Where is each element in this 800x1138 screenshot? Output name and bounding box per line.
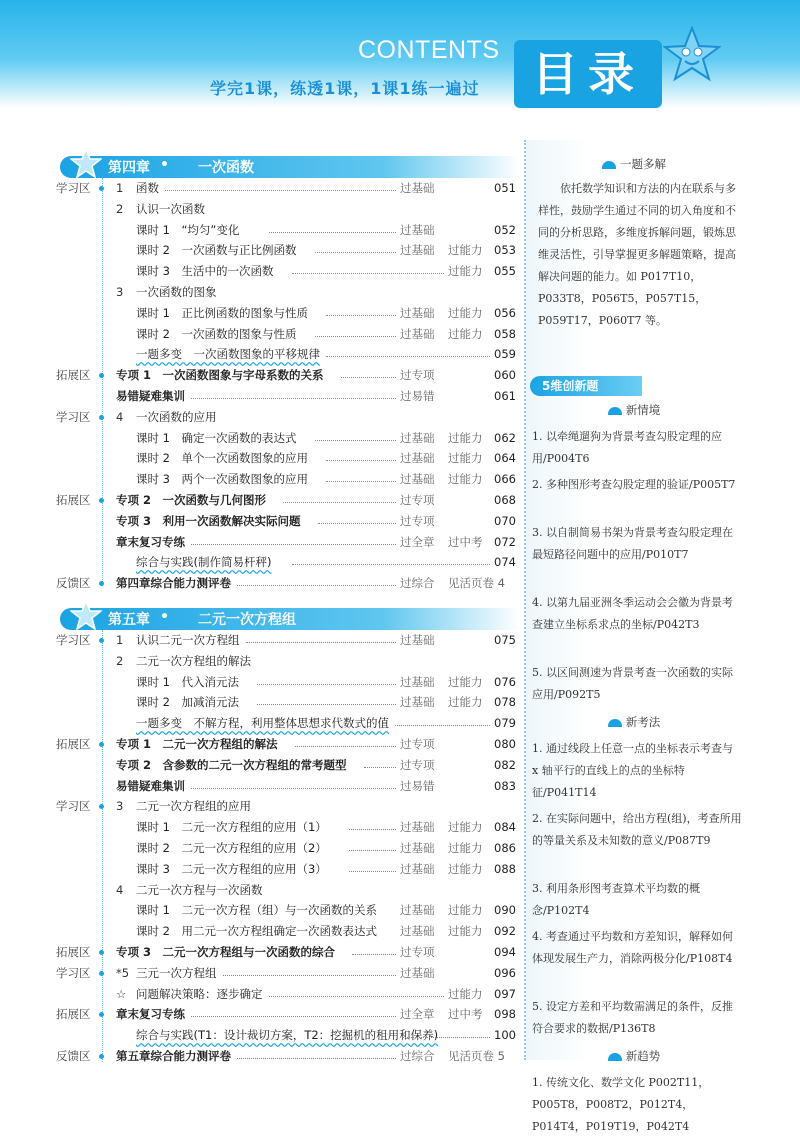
toc-row[interactable] [0, 199, 520, 219]
dotted-leader [349, 871, 396, 872]
toc-row[interactable] [0, 880, 520, 900]
item-number: 2 [116, 653, 124, 668]
sidebar-item: 3. 以自制简易书架为背景考查勾股定理在最短路径问题中的应用/P010T7 [532, 526, 733, 561]
dotted-leader [349, 850, 396, 851]
page-number: 086 [494, 841, 516, 855]
chapter5-prefix: 第五章 [108, 612, 150, 628]
toc-row[interactable] [0, 407, 520, 427]
toc-row[interactable] [0, 261, 520, 281]
zone-label: 拓展区 [56, 945, 91, 959]
star-mascot-icon [663, 26, 721, 84]
toc-row[interactable] [0, 511, 520, 531]
innovation-tag: 5维创新题 [530, 376, 642, 396]
practice-tag: 过专项 [400, 737, 435, 751]
practice-tag: 过基础 [400, 472, 435, 487]
dotted-leader [402, 1037, 490, 1038]
page-number: 062 [494, 430, 516, 445]
dotted-leader [269, 996, 445, 997]
zone-label: 拓展区 [56, 368, 91, 383]
sidebar-item: 2. 在实际问题中，给出方程(组)，考查所用的等量关系及未知数的意义/P087T9 [532, 812, 742, 847]
item-number: 1 [116, 633, 124, 647]
dotted-leader [364, 767, 397, 768]
item-title: 课时 2 用二元一次方程组确定一次函数表达式 [136, 924, 377, 939]
page-number: 096 [494, 965, 516, 980]
timeline-dot [99, 971, 104, 976]
star-icon [70, 148, 102, 180]
item-title: 课时 2 加减消元法 [136, 695, 239, 710]
practice-tag: 过易错 [400, 778, 435, 793]
zone-label: 学习区 [56, 965, 91, 980]
item-number: 3 [116, 285, 124, 299]
practice-tag: 过中考 [448, 1007, 483, 1022]
item-title: 专项 3 利用一次函数解决实际问题 [116, 513, 301, 528]
cap-icon [608, 1053, 622, 1061]
toc-row[interactable] [0, 1004, 520, 1024]
item-title: 章末复习专练 [116, 1007, 185, 1022]
practice-tag: 过能力 [448, 861, 483, 876]
timeline-dot [99, 1012, 104, 1017]
page-title: 目录 [514, 40, 662, 108]
practice-tag: 过基础 [400, 861, 435, 876]
page-number: 098 [494, 1007, 516, 1022]
item-title: 三元一次方程组 [136, 965, 217, 980]
dotted-leader [165, 190, 396, 191]
timeline-dot [99, 415, 104, 420]
dotted-leader [318, 523, 397, 524]
timeline-dot [99, 498, 104, 503]
toc-row[interactable] [0, 859, 520, 879]
dotted-leader [349, 829, 396, 830]
toc-row[interactable] [0, 630, 520, 650]
dotted-leader [326, 460, 396, 461]
practice-tag: 过能力 [448, 986, 483, 1001]
item-title: 课时 1 代入消元法 [136, 674, 239, 689]
practice-tag: 过专项 [400, 513, 435, 528]
contents-label: CONTENTS [358, 36, 500, 64]
toc-row[interactable] [0, 817, 520, 837]
dotted-leader [315, 336, 397, 337]
toc-row[interactable] [0, 672, 520, 692]
page-number: 055 [494, 264, 516, 279]
dotted-leader [315, 252, 397, 253]
practice-tag: 过基础 [400, 451, 435, 466]
practice-tag: 过中考 [448, 534, 483, 549]
dotted-leader [283, 502, 396, 503]
toc-row[interactable] [0, 532, 520, 552]
sidebar-item: 1. 通过线段上任意一点的坐标表示考查与 x 轴平行的直线上的点的坐标特征/P041T14 [532, 742, 733, 799]
practice-tag: 过能力 [448, 430, 483, 445]
item-title: 问题解决策略：逐步确定 [136, 986, 263, 1001]
page-number: 075 [494, 633, 516, 647]
practice-tag: 过能力 [448, 451, 483, 466]
item-title: 二元一次方程组的应用 [136, 799, 251, 814]
cap-icon [602, 161, 616, 169]
practice-tag: 过基础 [400, 924, 435, 939]
chapter4-name: 一次函数 [198, 160, 254, 176]
sidebar-item: 3. 利用条形图考查算术平均数的概念/P102T4 [532, 882, 700, 917]
item-number: 4 [116, 409, 124, 424]
practice-tag: 过能力 [448, 472, 483, 487]
practice-tag: 过基础 [400, 841, 435, 855]
practice-tag: 过基础 [400, 695, 435, 710]
toc-row[interactable] [0, 240, 520, 260]
item-title: 课时 1 正比例函数的图象与性质 [136, 305, 308, 320]
toc-row[interactable] [0, 838, 520, 858]
practice-tag: 过基础 [400, 222, 435, 237]
practice-tag: 过能力 [448, 903, 483, 918]
page-number: 053 [494, 243, 516, 258]
practice-tag: 见活页卷 5 [448, 1049, 505, 1063]
timeline-dot [99, 581, 104, 586]
page-number: 079 [494, 716, 516, 731]
toc-row[interactable] [0, 984, 520, 1004]
dotted-leader [295, 746, 397, 747]
zone-label: 学习区 [56, 409, 91, 424]
toc-row[interactable] [0, 178, 520, 198]
page-number: 084 [494, 820, 516, 835]
sidebar-section-heading: 新情境 [526, 402, 742, 418]
sidebar-section-heading: 新考法 [526, 714, 742, 730]
item-title: 综合与实践(T1：设计裁切方案，T2：挖掘机的租用和保养) [136, 1028, 439, 1043]
dotted-leader [395, 725, 490, 726]
sidebar-item: 5. 设定方差和平均数需满足的条件，反推符合要求的数据/P136T8 [532, 1000, 733, 1035]
chapter5-heading: 第五章 • 二元一次方程组 [60, 608, 520, 630]
item-title: 章末复习专练 [116, 534, 185, 549]
page-number: 083 [494, 778, 516, 793]
timeline-dot [99, 804, 104, 809]
sidebar-item: 5. 以区间测速为背景考查一次函数的实际应用/P092T5 [532, 666, 733, 701]
zone-label: 学习区 [56, 633, 91, 647]
practice-tag: 见活页卷 4 [448, 576, 505, 591]
practice-tag: 过全章 [400, 534, 435, 549]
toc-row[interactable] [0, 573, 520, 593]
item-title: 课时 1 二元一次方程组的应用（1） [136, 820, 327, 835]
toc-row[interactable] [0, 469, 520, 489]
item-title: 一题多变 一次函数图象的平移规律 [136, 347, 320, 362]
item-title: 专项 2 一次函数与几何图形 [116, 493, 267, 507]
toc-row[interactable] [0, 344, 520, 364]
toc-row[interactable] [0, 324, 520, 344]
item-number: 2 [116, 201, 124, 216]
item-title: 二元一次方程组的解法 [136, 653, 251, 668]
practice-tag: 过基础 [400, 674, 435, 689]
toc-row[interactable] [0, 900, 520, 920]
dotted-leader [257, 704, 396, 705]
practice-tag: 过基础 [400, 633, 435, 647]
item-title: 认识二元一次方程组 [136, 633, 240, 647]
item-title: 一次函数的应用 [136, 409, 217, 424]
page-number: 082 [494, 757, 516, 772]
dotted-leader [326, 481, 396, 482]
practice-tag: 过能力 [448, 264, 483, 279]
practice-tag: 过能力 [448, 924, 483, 939]
practice-tag: 过能力 [448, 243, 483, 258]
item-title: 课时 1 二元一次方程（组）与一次函数的关系 [136, 903, 377, 918]
zone-label: 拓展区 [56, 493, 91, 507]
practice-tag: 过基础 [400, 305, 435, 320]
practice-tag: 过基础 [400, 243, 435, 258]
cap-icon [608, 407, 622, 415]
page-number: 090 [494, 903, 516, 918]
page-number: 092 [494, 924, 516, 939]
toc-row[interactable] [0, 1046, 520, 1066]
practice-tag: 过专项 [400, 945, 435, 959]
item-title: 课时 1 确定一次函数的表达式 [136, 430, 297, 445]
zone-label: 学习区 [56, 181, 91, 195]
timeline-dot [99, 373, 104, 378]
item-title: 课时 2 二元一次方程组的应用（2） [136, 841, 327, 855]
timeline-dot [99, 638, 104, 643]
page-number: 074 [494, 555, 516, 570]
chapter4-heading: 第四章 • 一次函数 [60, 156, 520, 178]
sidebar-item: 1. 以牵绳遛狗为背景考查勾股定理的应用/P004T6 [532, 430, 722, 465]
dotted-leader [257, 684, 396, 685]
practice-tag: 过能力 [448, 695, 483, 710]
dotted-leader [326, 315, 396, 316]
practice-tag: 过能力 [448, 820, 483, 835]
page-number: 100 [494, 1028, 516, 1043]
dotted-leader [292, 564, 491, 565]
page-number: 064 [494, 451, 516, 466]
page-number: 072 [494, 534, 516, 549]
timeline-dot [99, 950, 104, 955]
toc-row[interactable] [0, 428, 520, 448]
item-title: 课时 2 一次函数与正比例函数 [136, 243, 297, 258]
toc-row[interactable] [0, 942, 520, 962]
toc-row[interactable] [0, 1025, 520, 1045]
page-number: 052 [494, 222, 516, 237]
item-title: 易错疑难集训 [116, 778, 185, 793]
cap-icon [608, 719, 622, 727]
item-number: 3 [116, 799, 124, 814]
item-title: 一题多变 不解方程，利用整体思想求代数式的值 [136, 716, 389, 731]
dotted-leader [341, 377, 397, 378]
page-number: 056 [494, 305, 516, 320]
page-number: 066 [494, 472, 516, 487]
dotted-leader [191, 398, 396, 399]
toc-row[interactable] [0, 734, 520, 754]
practice-tag: 过专项 [400, 493, 435, 507]
toc-row[interactable] [0, 365, 520, 385]
dotted-leader [191, 788, 396, 789]
sidebar-item: 4. 以第九届亚洲冬季运动会会徽为背景考查建立坐标系求点的坐标/P042T3 [532, 596, 733, 631]
item-title: 课时 3 生活中的一次函数 [136, 264, 274, 279]
practice-tag: 过全章 [400, 1007, 435, 1022]
page-number: 060 [494, 368, 516, 383]
practice-tag: 过能力 [448, 841, 483, 855]
item-title: 综合与实践(制作简易杆秤) [136, 555, 272, 570]
item-title: 课时 1 “均匀”变化 [136, 222, 240, 237]
zone-label: 拓展区 [56, 1007, 91, 1022]
item-number: *5 [116, 965, 130, 980]
toc-row[interactable] [0, 692, 520, 712]
page-number: 068 [494, 493, 516, 507]
item-title: 课时 3 二元一次方程组的应用（3） [136, 861, 327, 876]
page-number: 088 [494, 861, 516, 876]
toc-row[interactable] [0, 303, 520, 323]
page-number: 094 [494, 945, 516, 959]
item-title: 课时 2 单个一次函数图象的应用 [136, 451, 308, 466]
item-title: 认识一次函数 [136, 201, 205, 216]
practice-tag: 过易错 [400, 389, 435, 403]
zone-label: 拓展区 [56, 737, 91, 751]
page-number: 097 [494, 986, 516, 1001]
item-title: 专项 1 一次函数图象与字母系数的关系 [116, 368, 324, 383]
sidebar-item: 4. 考查通过平均数和方差知识，解释如何体现发展生产力，消除两极分化/P108T4 [532, 930, 733, 965]
dotted-leader [223, 975, 397, 976]
dotted-leader [191, 544, 396, 545]
dotted-leader [237, 1058, 396, 1059]
item-title: 专项 1 二元一次方程组的解法 [116, 737, 278, 751]
item-title: 专项 2 含参数的二元一次方程组的常考题型 [116, 757, 347, 772]
practice-tag: 过基础 [400, 326, 435, 341]
sidebar-panel [524, 140, 742, 1133]
sidebar-item: 2. 多种图形考查勾股定理的验证/P005T7 [532, 478, 736, 491]
sidebar-item: 1. 传统文化、数学文化 P002T11，P005T8，P008T2，P012T4，P014T4，P019T19，P042T4 [532, 1076, 710, 1133]
page-number: 076 [494, 674, 516, 689]
page-number: 061 [494, 389, 516, 403]
practice-tag: 过基础 [400, 430, 435, 445]
practice-tag: 过能力 [448, 674, 483, 689]
multi-solution-text: 依托数学知识和方法的内在联系与多样性，鼓励学生通过不同的切入角度和不同的分析思路，多维度拆解问题，锻炼思维灵活性，引导掌握更多解题策略，提高解决问题的能力。如 P017T10，P033T8，P056T5，P057T15，P059T17，P060T7 等。 [538, 182, 736, 327]
toc-row[interactable] [0, 282, 520, 302]
timeline-dot [99, 742, 104, 747]
dotted-leader [237, 585, 396, 586]
timeline-dot [99, 1054, 104, 1059]
zone-label: 学习区 [56, 799, 91, 814]
dotted-leader [326, 356, 490, 357]
practice-tag: 过综合 [400, 576, 435, 591]
toc-row[interactable] [0, 755, 520, 775]
practice-tag: 过能力 [448, 326, 483, 341]
practice-tag: 过能力 [448, 305, 483, 320]
chapter4-prefix: 第四章 [108, 160, 150, 176]
page-number: 058 [494, 326, 516, 341]
dotted-leader [292, 273, 445, 274]
item-title: 专项 3 二元一次方程组与一次函数的综合 [116, 945, 336, 959]
toc-row[interactable] [0, 552, 520, 572]
toc-row[interactable] [0, 796, 520, 816]
item-number: 4 [116, 882, 124, 897]
practice-tag: 过专项 [400, 757, 435, 772]
slogan: 学完1课，练透1课，1课1练一遍过 [210, 79, 480, 98]
dotted-leader [352, 954, 396, 955]
timeline-dot [99, 186, 104, 191]
page-number: 078 [494, 695, 516, 710]
toc-row[interactable] [0, 220, 520, 240]
practice-tag: 过专项 [400, 368, 435, 383]
toc-row[interactable] [0, 921, 520, 941]
practice-tag: 过基础 [400, 903, 435, 918]
toc-row[interactable] [0, 651, 520, 671]
star-icon [70, 600, 102, 632]
item-title: 一次函数的图象 [136, 285, 217, 299]
toc-row[interactable] [0, 448, 520, 468]
item-title: 二元一次方程与一次函数 [136, 882, 263, 897]
sidebar-section-heading: 新趋势 [526, 1048, 742, 1064]
dotted-leader [269, 232, 397, 233]
toc-row[interactable] [0, 713, 520, 733]
zone-label: 反馈区 [56, 576, 91, 591]
page-number: 051 [494, 181, 516, 195]
zone-label: 反馈区 [56, 1049, 91, 1063]
practice-tag: 过基础 [400, 965, 435, 980]
page-number: 059 [494, 347, 516, 362]
page-number: 080 [494, 737, 516, 751]
item-title: 课时 2 一次函数的图象与性质 [136, 326, 297, 341]
item-title: 第四章综合能力测评卷 [116, 576, 231, 591]
page-number: 070 [494, 513, 516, 528]
item-number: ☆ [116, 986, 127, 1001]
toc-row[interactable] [0, 386, 520, 406]
item-title: 课时 3 两个一次函数图象的应用 [136, 472, 308, 487]
practice-tag: 过综合 [400, 1049, 435, 1063]
toc-row[interactable] [0, 776, 520, 796]
toc-row[interactable] [0, 490, 520, 510]
toc-row[interactable] [0, 963, 520, 983]
practice-tag: 过基础 [400, 181, 435, 195]
dotted-leader [191, 1016, 396, 1017]
item-title: 函数 [136, 181, 159, 195]
dotted-leader [315, 440, 397, 441]
dotted-leader [246, 642, 397, 643]
multi-solution-heading: 一题多解 [526, 156, 742, 172]
chapter5-name: 二元一次方程组 [198, 612, 296, 628]
item-title: 易错疑难集训 [116, 389, 185, 403]
practice-tag: 过基础 [400, 820, 435, 835]
item-title: 第五章综合能力测评卷 [116, 1049, 231, 1063]
item-number: 1 [116, 181, 124, 195]
